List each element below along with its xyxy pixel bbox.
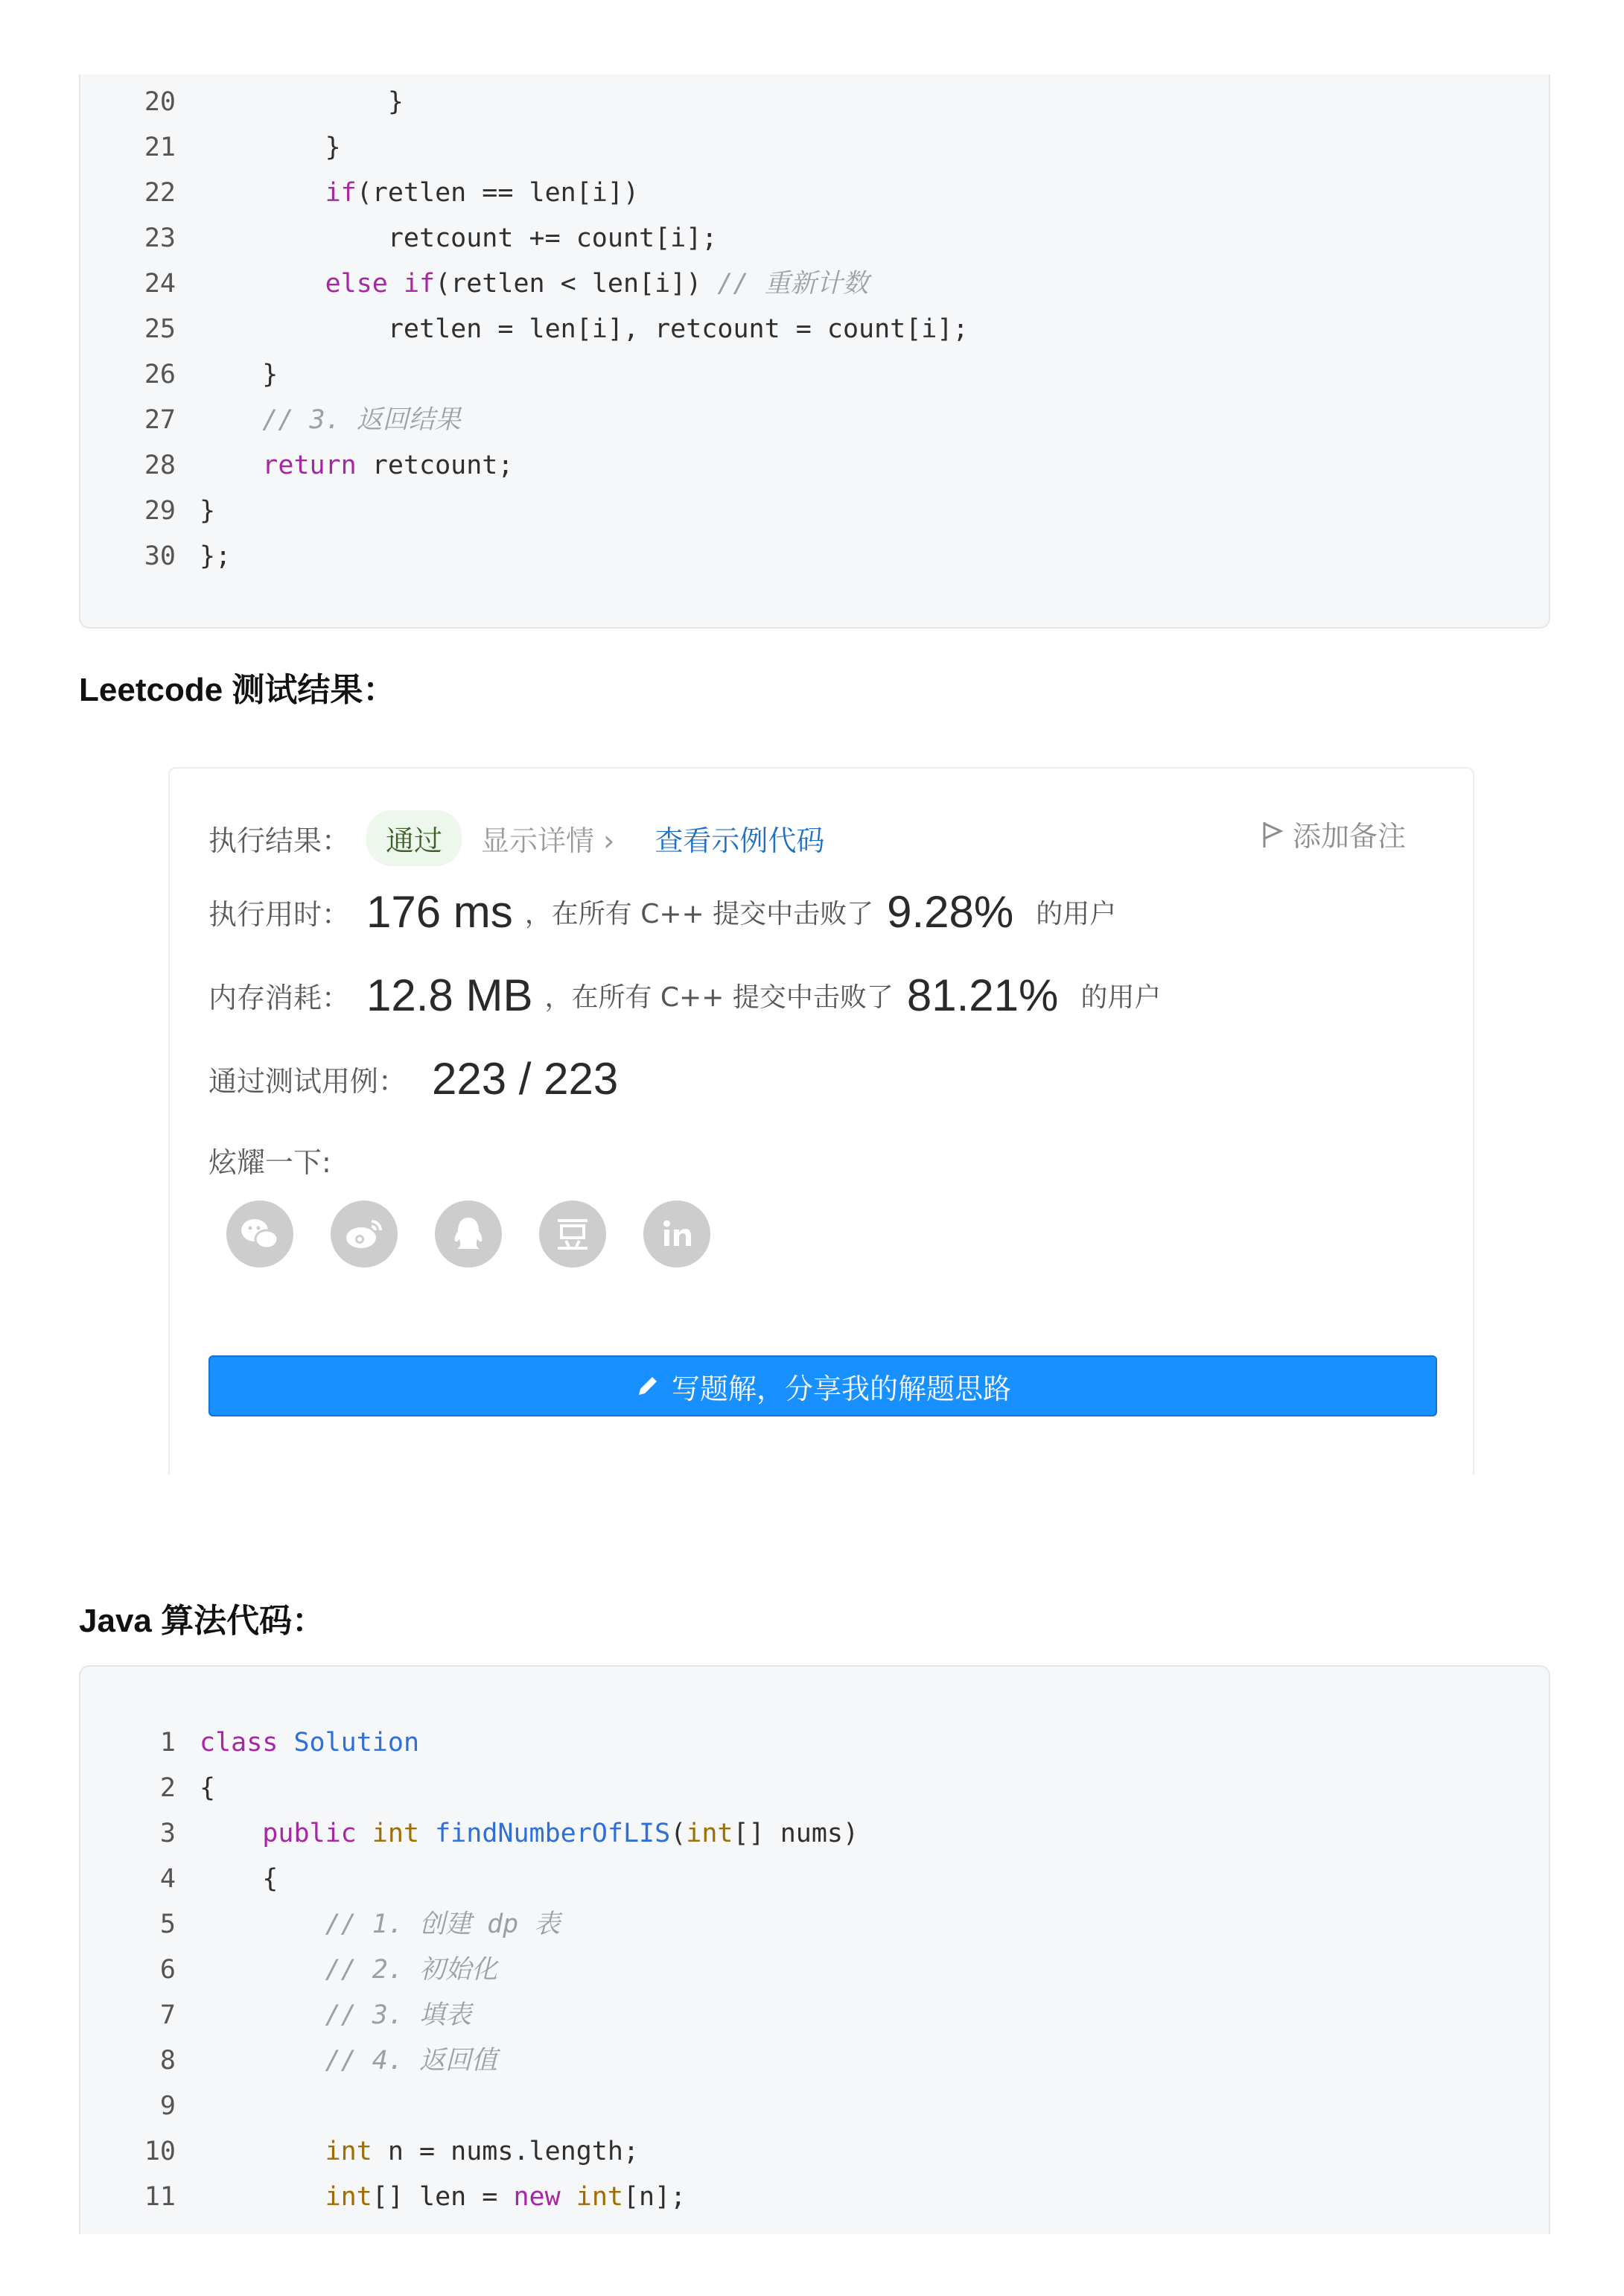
runtime-row [208, 886, 1116, 938]
exec-result-label: 执行结果： [208, 824, 351, 857]
line-number: 30 [144, 541, 176, 571]
line-number: 20 [144, 87, 176, 117]
linkedin-icon[interactable] [643, 1201, 710, 1268]
code-line [80, 2129, 640, 2174]
line-number: 22 [144, 178, 176, 208]
code-text: return retcount; [262, 451, 514, 480]
line-number: 10 [144, 2137, 176, 2166]
code-line [80, 1720, 420, 1765]
exec-result-row [208, 810, 824, 866]
line-number: 11 [144, 2182, 176, 2212]
memory-value: 12.8 MB [366, 970, 533, 1020]
java-code-block [79, 1665, 1550, 2234]
line-number: 8 [159, 2046, 176, 2076]
runtime-value: 176 ms [366, 887, 513, 937]
view-example-link[interactable]: 查看示例代码 [655, 824, 825, 857]
code-text: public int findNumberOfLIS(int[] nums) [262, 1819, 859, 1848]
write-solution-button[interactable] [208, 1355, 1437, 1416]
memory-label: 内存消耗： [208, 982, 351, 1014]
code-line [80, 125, 341, 170]
code-text: retlen = len[i], retcount = count[i]; [200, 314, 969, 344]
line-number: 28 [144, 451, 176, 480]
code-line [80, 2038, 498, 2083]
code-line [80, 261, 869, 306]
code-text: int[] len = new int[n]; [325, 2182, 687, 2212]
java-code-heading: Java 算法代码： [79, 1603, 325, 1639]
line-number: 5 [159, 1909, 176, 1939]
line-number: 21 [144, 133, 176, 162]
tests-label: 通过测试用例： [208, 1065, 407, 1098]
write-solution-label: 写题解，分享我的解题思路 [671, 1372, 1011, 1405]
qq-icon[interactable] [435, 1201, 502, 1268]
douban-icon[interactable] [539, 1201, 606, 1268]
code-text: }; [200, 541, 232, 571]
code-line [80, 307, 969, 352]
line-number: 1 [159, 1728, 176, 1758]
code-line [80, 80, 404, 124]
code-line [80, 1857, 278, 1901]
code-text: class Solution [200, 1728, 420, 1758]
line-number: 4 [159, 1864, 176, 1894]
code-line [80, 2084, 176, 2128]
code-line [80, 171, 640, 215]
code-line [80, 443, 514, 488]
code-text: retcount += count[i]; [200, 223, 718, 253]
tests-value: 223 / 223 [432, 1054, 619, 1104]
runtime-label: 执行用时： [208, 898, 351, 931]
code-text: // 4. 返回值 [325, 2046, 498, 2076]
share-label: 炫耀一下: [208, 1146, 331, 1179]
code-text: else if(retlen < len[i]) // 重新计数 [325, 269, 869, 299]
code-line [80, 1766, 216, 1810]
pencil-icon [634, 1373, 661, 1399]
line-number: 2 [159, 1773, 176, 1803]
code-line [80, 216, 718, 261]
code-text: { [200, 1864, 278, 1894]
code-text: } [200, 87, 404, 117]
memory-suffix: 的用户 [1080, 982, 1162, 1013]
weibo-icon[interactable] [331, 1201, 398, 1268]
code-line [80, 398, 461, 442]
line-number: 6 [159, 1955, 176, 1985]
memory-percent: 81.21% [906, 970, 1059, 1020]
add-note-label: 添加备注 [1292, 820, 1406, 853]
code-text: // 3. 填表 [325, 2000, 472, 2030]
flag-icon [1260, 819, 1285, 849]
code-text: // 2. 初始化 [325, 1955, 498, 1985]
runtime-text: ，在所有 C++ 提交中击败了 [524, 899, 874, 929]
memory-row [208, 970, 1161, 1021]
code-line [80, 2175, 687, 2219]
code-text: // 1. 创建 dp 表 [325, 1909, 561, 1939]
line-number: 24 [144, 269, 176, 299]
code-line [80, 1902, 561, 1947]
wechat-icon[interactable] [226, 1201, 293, 1268]
status-badge: 通过 [366, 810, 462, 866]
memory-text: ，在所有 C++ 提交中击败了 [544, 982, 894, 1013]
code-line [80, 1947, 498, 1992]
code-text: } [200, 496, 216, 526]
code-text: } [200, 360, 278, 389]
code-line [80, 534, 232, 579]
line-number: 29 [144, 496, 176, 526]
code-text: int n = nums.length; [325, 2137, 640, 2166]
cpp-code-block [79, 74, 1550, 629]
add-note-button[interactable] [1260, 813, 1406, 854]
share-row [208, 1139, 331, 1180]
code-text: } [200, 133, 341, 162]
code-line [80, 489, 216, 533]
code-text: if(retlen == len[i]) [325, 178, 640, 208]
line-number: 27 [144, 405, 176, 435]
line-number: 9 [159, 2091, 176, 2121]
code-line [80, 1811, 859, 1856]
code-line [80, 1993, 472, 2038]
code-text: { [200, 1773, 216, 1803]
runtime-suffix: 的用户 [1036, 899, 1117, 929]
leetcode-result-heading: Leetcode 测试结果： [79, 672, 396, 708]
tests-row [208, 1053, 618, 1104]
show-details-link[interactable]: 显示详情 › [481, 824, 615, 857]
line-number: 26 [144, 360, 176, 389]
line-number: 7 [159, 2000, 176, 2030]
line-number: 25 [144, 314, 176, 344]
runtime-percent: 9.28% [887, 887, 1014, 937]
result-card [168, 767, 1474, 1475]
code-line [80, 352, 278, 397]
line-number: 3 [159, 1819, 176, 1848]
code-text: // 3. 返回结果 [262, 405, 461, 435]
line-number: 23 [144, 223, 176, 253]
